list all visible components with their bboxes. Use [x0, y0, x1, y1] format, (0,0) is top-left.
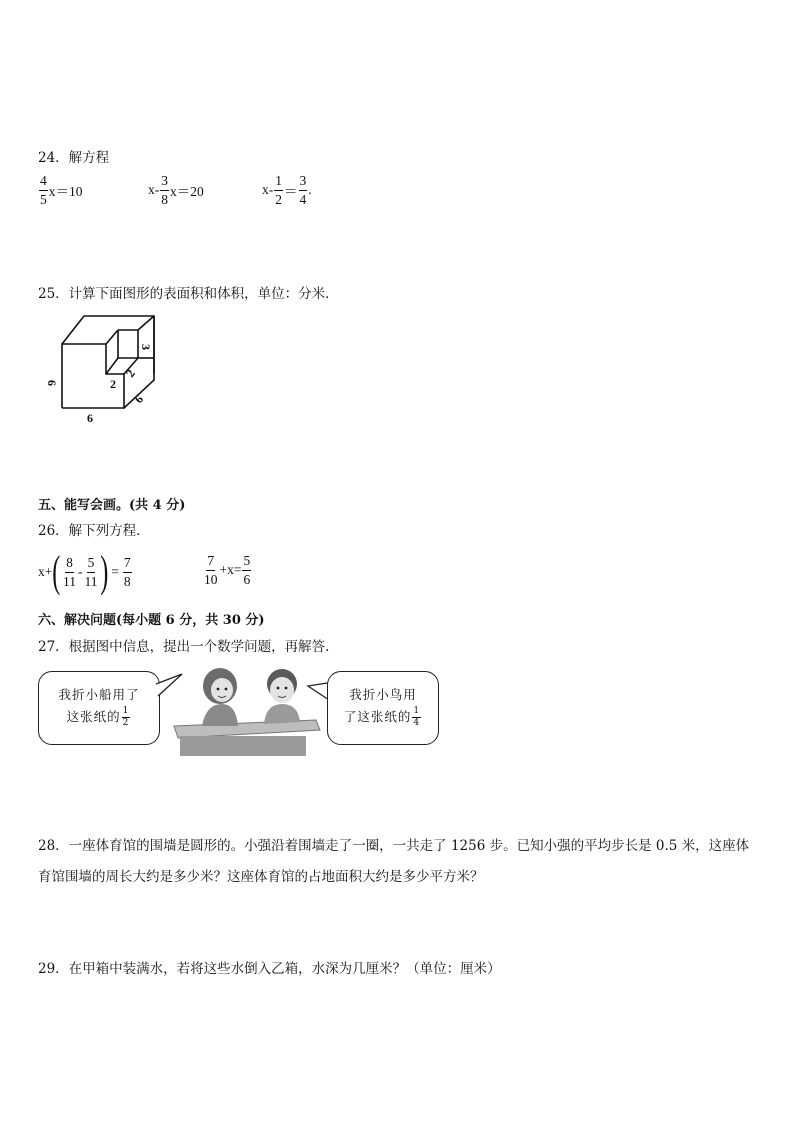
label-inner-width: 2: [110, 377, 116, 391]
right-paren: ): [99, 547, 108, 596]
q26-equation-2: $\frac{7}{10}$ +x= $\frac{5}{6}$: [204, 553, 251, 587]
fraction: $\frac{3}{4}$: [299, 173, 307, 207]
q25-title: 25．计算下面图形的表面积和体积，单位：分米．: [38, 286, 339, 302]
fraction: $\frac{5}{11}$: [84, 555, 98, 589]
label-inner-depth: 2: [122, 366, 138, 380]
cube-figure: [40, 308, 170, 428]
fraction: $\frac{7}{8}$: [123, 555, 131, 589]
q28-text: [38, 831, 768, 893]
bubble-line: 了这张纸的 $\frac{1}{4}$: [343, 705, 421, 728]
fraction: $\frac{3}{8}$: [161, 173, 168, 207]
q24-equation-2: x- $\frac{3}{8}$ x＝20: [148, 173, 204, 207]
q26-equation-1: x+ ( $\frac{8}{11}$ - $\frac{5}{11}$ ) = $\frac{7}{8}$: [38, 547, 131, 596]
label-left: 6: [45, 380, 59, 386]
label-bottom: 6: [87, 411, 93, 425]
q26-title: 26．解下列方程．: [38, 523, 150, 539]
fraction: $\frac{1}{4}$: [413, 705, 421, 728]
section-6-heading: 六、解决问题(每小题 6 分，共 30 分): [38, 613, 265, 628]
label-inner-height: 3: [139, 344, 153, 350]
label-right: 6: [131, 392, 147, 406]
children-illustration: [172, 660, 322, 758]
fraction: $\frac{1}{2}$: [275, 173, 282, 207]
q24-equation-1: $\frac{4}{5}$ x＝10: [40, 173, 83, 207]
fraction: $\frac{5}{6}$: [243, 553, 251, 587]
q24-title: 24．解方程: [38, 150, 110, 166]
fraction: $\frac{1}{2}$: [122, 705, 130, 728]
right-speech-bubble: 我折小鸟用 了这张纸的 $\frac{1}{4}$: [327, 671, 439, 745]
section-5-heading: 五、能写会画。(共 4 分): [38, 498, 186, 513]
bubble-line: 这张纸的 $\frac{1}{2}$: [66, 705, 130, 728]
fraction: $\frac{4}{5}$: [40, 173, 47, 207]
q29-title: 29．在甲箱中装满水，若将这些水倒入乙箱，水深为几厘米？（单位：厘米）: [38, 961, 501, 977]
q24-equation-3: x- $\frac{1}{2}$ ＝ $\frac{3}{4}$ .: [262, 173, 312, 207]
q28-line-1: 28．一座体育馆的围墙是圆形的。小强沿着围墙走了一圈，一共走了 1256 步。已知小强的平均步长是 0.5 米，这座体: [38, 838, 750, 854]
fraction: $\frac{8}{11}$: [63, 555, 77, 589]
q28-line-2: 育馆围墙的周长大约是多少米？这座体育馆的占地面积大约是多少平方米？: [38, 869, 484, 885]
left-paren: (: [52, 547, 61, 596]
left-speech-bubble: 我折小船用了 这张纸的 $\frac{1}{2}$: [38, 671, 160, 745]
fraction: $\frac{7}{10}$: [204, 553, 218, 587]
q27-title: 27．根据图中信息，提出一个数学问题，再解答.: [38, 639, 330, 655]
